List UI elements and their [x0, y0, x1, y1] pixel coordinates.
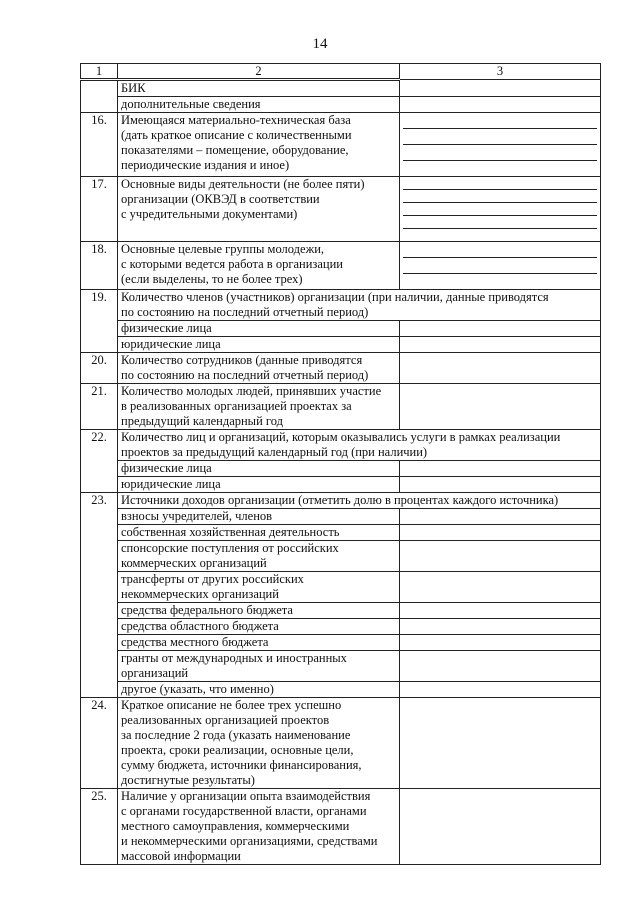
table-row — [81, 97, 601, 113]
row-number: 17. — [81, 177, 118, 242]
row-number: 19. — [81, 290, 118, 353]
row-label: Количество молодых людей, принявших участие в реализованных организацией проектах за предыдущий календарный год — [118, 384, 400, 430]
table-row — [81, 789, 601, 865]
row-label: другое (указать, что именно) — [118, 682, 400, 698]
header-col-3: 3 — [400, 64, 601, 80]
table-row — [81, 603, 601, 619]
header-col-2: 2 — [118, 64, 400, 80]
page-number: 14 — [312, 36, 328, 52]
row-number: 21. — [81, 384, 118, 430]
row-label: трансферты от других российских некоммерческих организаций — [118, 572, 400, 603]
row-number: 22. — [81, 430, 118, 493]
row-label: Количество членов (участников) организации (при наличии, данные приводятся по состоянию на последний отчетный период) — [118, 290, 601, 321]
table-row — [81, 698, 601, 789]
value-cell[interactable] — [400, 113, 601, 177]
table-row — [81, 682, 601, 698]
row-label: Количество лиц и организаций, которым оказывались услуги в рамках реализации проектов за предыдущий календарный год (при наличии) — [118, 430, 601, 461]
row-label: физические лица — [118, 461, 400, 477]
row-label: средства местного бюджета — [118, 635, 400, 651]
row-number: 23. — [81, 493, 118, 698]
value-cell[interactable] — [400, 698, 601, 789]
value-cell[interactable] — [400, 572, 601, 603]
row-label: Основные целевые группы молодежи, с которыми ведется работа в организации (если выделены, то не более трех) — [118, 242, 400, 290]
value-cell[interactable] — [400, 242, 601, 290]
row-label: собственная хозяйственная деятельность — [118, 525, 400, 541]
value-cell[interactable] — [400, 384, 601, 430]
row-number: 25. — [81, 789, 118, 865]
value-cell[interactable] — [400, 682, 601, 698]
value-cell[interactable] — [400, 477, 601, 493]
table-row — [81, 113, 601, 177]
row-number — [81, 80, 118, 113]
table-row — [81, 430, 601, 461]
row-label: физические лица — [118, 321, 400, 337]
row-label: Наличие у организации опыта взаимодействия с органами государственной власти, органами местного самоуправления, коммерческими и некоммерческими организациями, средствами массовой информации — [118, 789, 400, 865]
table-row — [81, 177, 601, 242]
table-row — [81, 509, 601, 525]
row-number: 20. — [81, 353, 118, 384]
row-number: 24. — [81, 698, 118, 789]
table-row — [81, 651, 601, 682]
value-cell[interactable] — [400, 789, 601, 865]
value-cell[interactable] — [400, 525, 601, 541]
row-label: средства федерального бюджета — [118, 603, 400, 619]
table-row — [81, 572, 601, 603]
value-cell[interactable] — [400, 337, 601, 353]
header-row — [81, 64, 601, 80]
row-number: 16. — [81, 113, 118, 177]
table-row — [81, 384, 601, 430]
value-cell[interactable] — [400, 80, 601, 97]
table-row — [81, 525, 601, 541]
row-label: дополнительные сведения — [118, 97, 400, 113]
row-label: гранты от международных и иностранных организаций — [118, 651, 400, 682]
value-cell[interactable] — [400, 635, 601, 651]
table-row — [81, 321, 601, 337]
row-label: Источники доходов организации (отметить долю в процентах каждого источника) — [118, 493, 601, 509]
value-cell[interactable] — [400, 321, 601, 337]
header-col-1: 1 — [81, 64, 118, 80]
row-label: Краткое описание не более трех успешно реализованных организацией проектов за последние 2 года (указать наименование проекта, сроки реализации, основные цели, сумму бюджета, источники финансирования, достигнутые результаты) — [118, 698, 400, 789]
row-label: юридические лица — [118, 337, 400, 353]
table-row — [81, 290, 601, 321]
table-row — [81, 493, 601, 509]
value-cell[interactable] — [400, 541, 601, 572]
row-label: БИК — [118, 80, 400, 97]
value-cell[interactable] — [400, 651, 601, 682]
value-cell[interactable] — [400, 353, 601, 384]
row-number: 18. — [81, 242, 118, 290]
table-row — [81, 353, 601, 384]
table-row — [81, 635, 601, 651]
value-cell[interactable] — [400, 461, 601, 477]
value-cell[interactable] — [400, 509, 601, 525]
row-label: юридические лица — [118, 477, 400, 493]
value-cell[interactable] — [400, 619, 601, 635]
row-label: Количество сотрудников (данные приводятся по состоянию на последний отчетный период) — [118, 353, 400, 384]
row-label: взносы учредителей, членов — [118, 509, 400, 525]
row-label: средства областного бюджета — [118, 619, 400, 635]
value-cell[interactable] — [400, 177, 601, 242]
table-row — [81, 541, 601, 572]
value-cell[interactable] — [400, 603, 601, 619]
row-label: Основные виды деятельности (не более пяти) организации (ОКВЭД в соответствии с учредительными документами) — [118, 177, 400, 242]
table-row — [81, 619, 601, 635]
table-row — [81, 80, 601, 97]
table-row — [81, 461, 601, 477]
table-row — [81, 337, 601, 353]
value-cell[interactable] — [400, 97, 601, 113]
table-row — [81, 477, 601, 493]
row-label: Имеющаяся материально-техническая база (дать краткое описание с количественными показателями – помещение, оборудование, периодические издания и иное) — [118, 113, 400, 177]
row-label: спонсорские поступления от российских коммерческих организаций — [118, 541, 400, 572]
application-form-table — [80, 63, 601, 865]
table-row — [81, 242, 601, 290]
